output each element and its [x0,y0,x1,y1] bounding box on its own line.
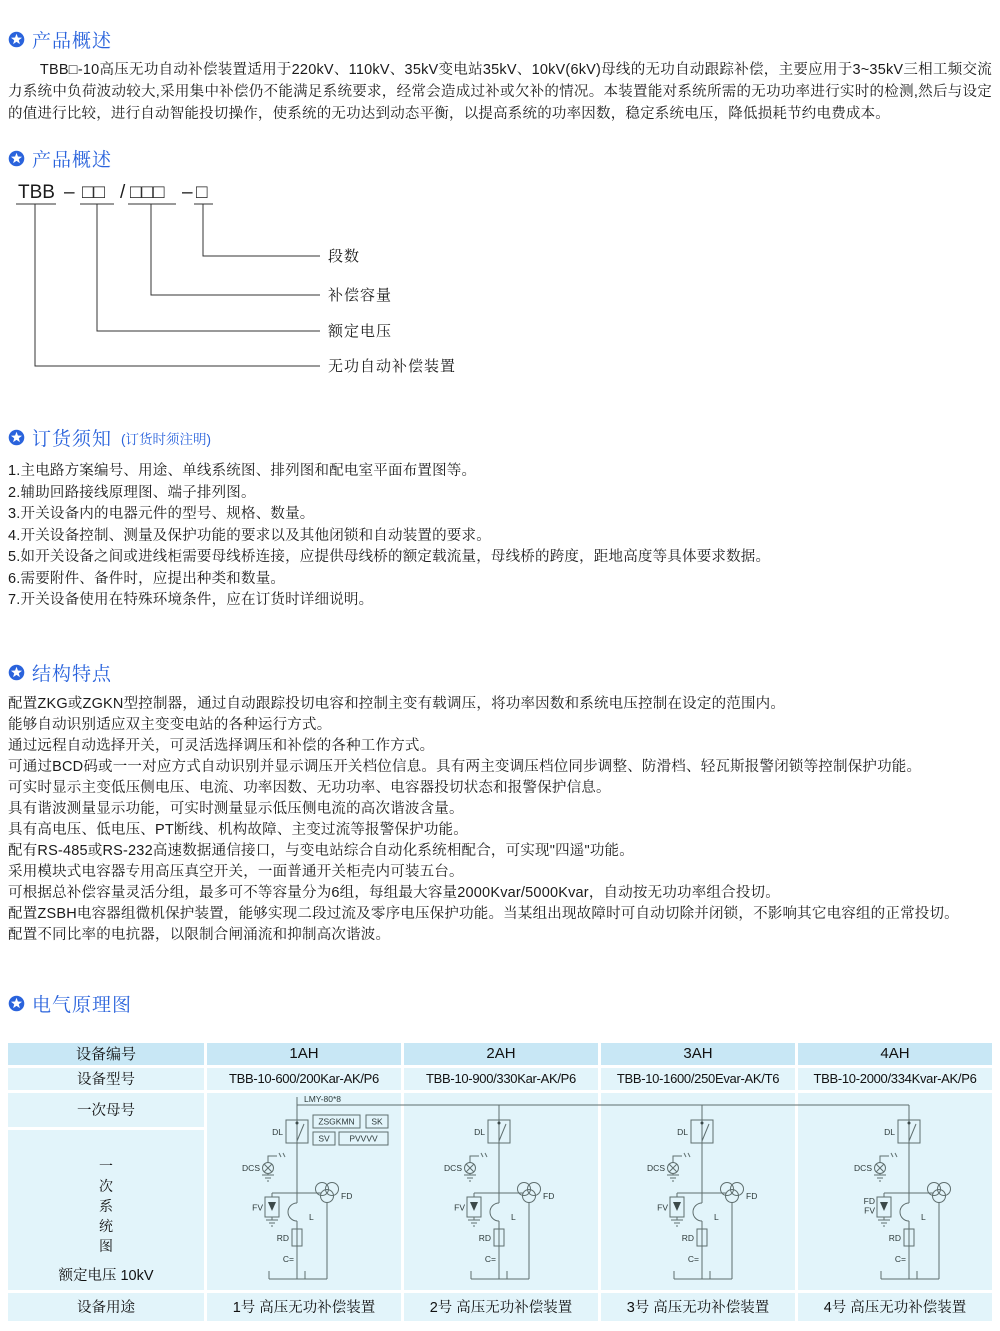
ordering-item: 1.主电路方案编号、用途、单线系统图、排列图和配电室平面布置图等。 [8,463,477,479]
row-label-primary-system [8,1130,204,1290]
control-box-label: SK [371,1116,383,1126]
model-dash: – [64,182,75,203]
ordering-list [8,461,992,612]
column-header-3ah: 3AH [601,1043,795,1065]
device-model-4ah: TBB-10-2000/334Kvar-AK/P6 [798,1068,992,1090]
star-circle-icon [8,995,25,1012]
model-group3: □ [196,182,208,203]
busbar-label: LMY-80*8 [304,1093,342,1104]
section-model-header [8,145,992,172]
device-model-1ah: TBB-10-600/200Kar-AK/P6 [207,1068,401,1090]
ordering-item: 3.开关设备内的电器元件的型号、规格、数量。 [8,506,315,522]
device-model-2ah: TBB-10-900/330Kar-AK/P6 [404,1068,598,1090]
device-use-1ah: 1号 高压无功补偿装置 [207,1293,401,1321]
spacer [8,946,992,990]
spacer [8,1023,992,1043]
section-diagram-header [8,990,992,1017]
ordering-item: 4.开关设备控制、测量及保护功能的要求以及其他闭锁和自动装置的要求。 [8,527,491,544]
row-label-device-no: 设备编号 [8,1043,204,1065]
model-label-voltage: 额定电压 [328,323,393,340]
row-label-device-model: 设备型号 [8,1068,204,1090]
model-group1: □□ [82,182,105,203]
column-header-2ah: 2AH [404,1043,598,1065]
star-circle-icon [8,429,25,446]
feature-item: 具有谐波测量显示功能，可实时测量显示低压侧电流的高次谐波含量。 [8,800,464,817]
callout-line-voltage [97,204,320,331]
feature-item: 通过远程自动选择开关，可灵活选择调压和补偿的各种工作方式。 [8,737,435,754]
arrester-label-fv-4ah: FV [864,1205,875,1215]
section-title-overview: 产品概述 [32,31,113,52]
feature-item: 具有高电压、低电压、PT断线、机构故障、主变过流等报警保护功能。 [8,821,468,838]
circuit-1ah [242,1105,338,1279]
callout-line-device [35,204,320,366]
device-use-4ah: 4号 高压无功补偿装置 [798,1293,992,1321]
model-designation-diagram [8,178,488,378]
model-group2: □□□ [130,182,165,203]
arrester-label-3ah: FV [657,1202,668,1212]
callout-line-capacity [151,204,320,295]
circuit-3ah [647,1105,743,1279]
model-dash2: – [182,182,193,203]
section-ordering-header [8,424,992,451]
device-model-3ah: TBB-10-1600/250Evar-AK/T6 [601,1068,795,1090]
device-use-2ah: 2号 高压无功补偿装置 [404,1293,598,1321]
control-box-label: ZSGKMN [318,1116,355,1126]
column-header-1ah: 1AH [207,1043,401,1065]
feature-item: 采用模块式电容器专用高压真空开关，一面普通开关柜壳内可装五台。 [8,863,464,880]
section-title-diagram: 电气原理图 [32,994,133,1016]
arrester-label-fd-4ah: FD [863,1195,875,1206]
ordering-item: 2.辅助回路接线原理图、端子排列图。 [8,484,256,501]
star-circle-icon [8,664,25,681]
feature-item: 配置不同比率的电抗器，以限制合闸涌流和抑制高次谐波。 [8,926,391,943]
section-overview-header [8,26,992,53]
model-prefix: TBB [18,182,55,203]
one-line-diagram-svg: L LMY-80*8 ZSGKMN SK SV PVVVV FV FD FV FD FV FD FD FV [207,1093,992,1290]
ct-label-2ah: FD [543,1190,555,1201]
circuit-2ah [444,1105,540,1279]
model-label-segments: 段数 [328,248,361,265]
section-title-ordering: 订货须知 [32,429,113,450]
model-label-device: 无功自动补偿装置 [328,358,457,375]
feature-item: 可实时显示主变低压侧电压、电流、功率因数、无功功率、电容器投切状态和报警保护信息。 [8,779,611,796]
overview-paragraph: TBB□-10高压无功自动补偿装置适用于220kV、110kV、35kV变电站35kV、10kV(6kV)母线的无功自动跟踪补偿，主要应用于3~35kV三相工频交流力系统中负荷波动较大,采用集中补偿仍不能满足系统要求，经常会造成过补或欠补的情况。本装置能对系统所需的无功功率进行实时的检测,然后与设定的值进行比较，进行自动智能投切操作，使系统的无功达到动态平衡，以提高系统的功率因数，稳定系统电压，降低损耗节约电费成本。 [8,62,992,122]
circuit-4ah [854,1105,950,1279]
ct-label-1ah: FD [341,1190,353,1201]
control-box-label: PVVVV [349,1133,378,1143]
column-header-4ah: 4AH [798,1043,992,1065]
feature-item: 配有RS-485或RS-232高速数据通信接口，与变电站综合自动化系统相配合，可实现"四遥"功能。 [8,842,634,859]
feature-item: 配置ZKG或ZGKN型控制器，通过自动跟踪投切电容和控制主变有载调压，将功率因数和系统电压控制在设定的范围内。 [8,695,786,712]
spacer [8,378,992,424]
feature-item: 配置ZSBH电容器组微机保护装置，能够实现二段过流及零序电压保护功能。当某组出现故障时可自动切除并闭锁，不影响其它电容组的正常投切。 [8,905,959,922]
ordering-item: 6.需要附件、备件时，应提出种类和数量。 [8,570,286,587]
spacer [8,612,992,659]
feature-item: 可根据总补偿容量灵活分组，最多可不等容量分为6组，每组最大容量2000Kvar/5000Kvar，自动按无功功率组合投切。 [8,884,780,901]
model-label-capacity: 补偿容量 [328,287,393,304]
ordering-item: 5.如开关设备之间或进线柜需要母线桥连接，应提供母线桥的额定载流量，母线桥的跨度，距地高度等具体要求数据。 [8,549,771,565]
control-box-label: SV [318,1133,330,1143]
section-note-ordering: (订货时须注明) [121,431,212,447]
schematic-table [8,1043,992,1321]
section-title-model: 产品概述 [32,150,113,171]
arrester-label-1ah: FV [252,1202,263,1212]
rated-voltage-label: 额定电压 10kV [58,1267,154,1284]
device-use-3ah: 3号 高压无功补偿装置 [601,1293,795,1321]
feature-item: 能够自动识别适应双主变变电站的各种运行方式。 [8,716,332,733]
feature-item: 可通过BCD码或一一对应方式自动识别并显示调压开关档位信息。具有两主变调压档位同步调整、防滑档、轻瓦斯报警闭锁等控制保护功能。 [8,758,922,775]
features-list [8,694,992,946]
row-label-device-use: 设备用途 [8,1293,204,1321]
star-circle-icon [8,31,25,48]
primary-system-vertical-label: 一次系统图 [99,1157,113,1254]
callout-line-segments [203,204,320,256]
section-features-header [8,659,992,686]
ordering-item: 7.开关设备使用在特殊环境条件，应在订货时详细说明。 [8,592,374,608]
row-label-primary-bus: 一次母号 [8,1093,204,1127]
star-circle-icon [8,150,25,167]
section-title-features: 结构特点 [32,663,113,685]
arrester-label-2ah: FV [454,1202,465,1212]
schematic-area [207,1093,992,1290]
ct-label-3ah: FD [746,1190,758,1201]
model-slash: / [120,182,126,203]
